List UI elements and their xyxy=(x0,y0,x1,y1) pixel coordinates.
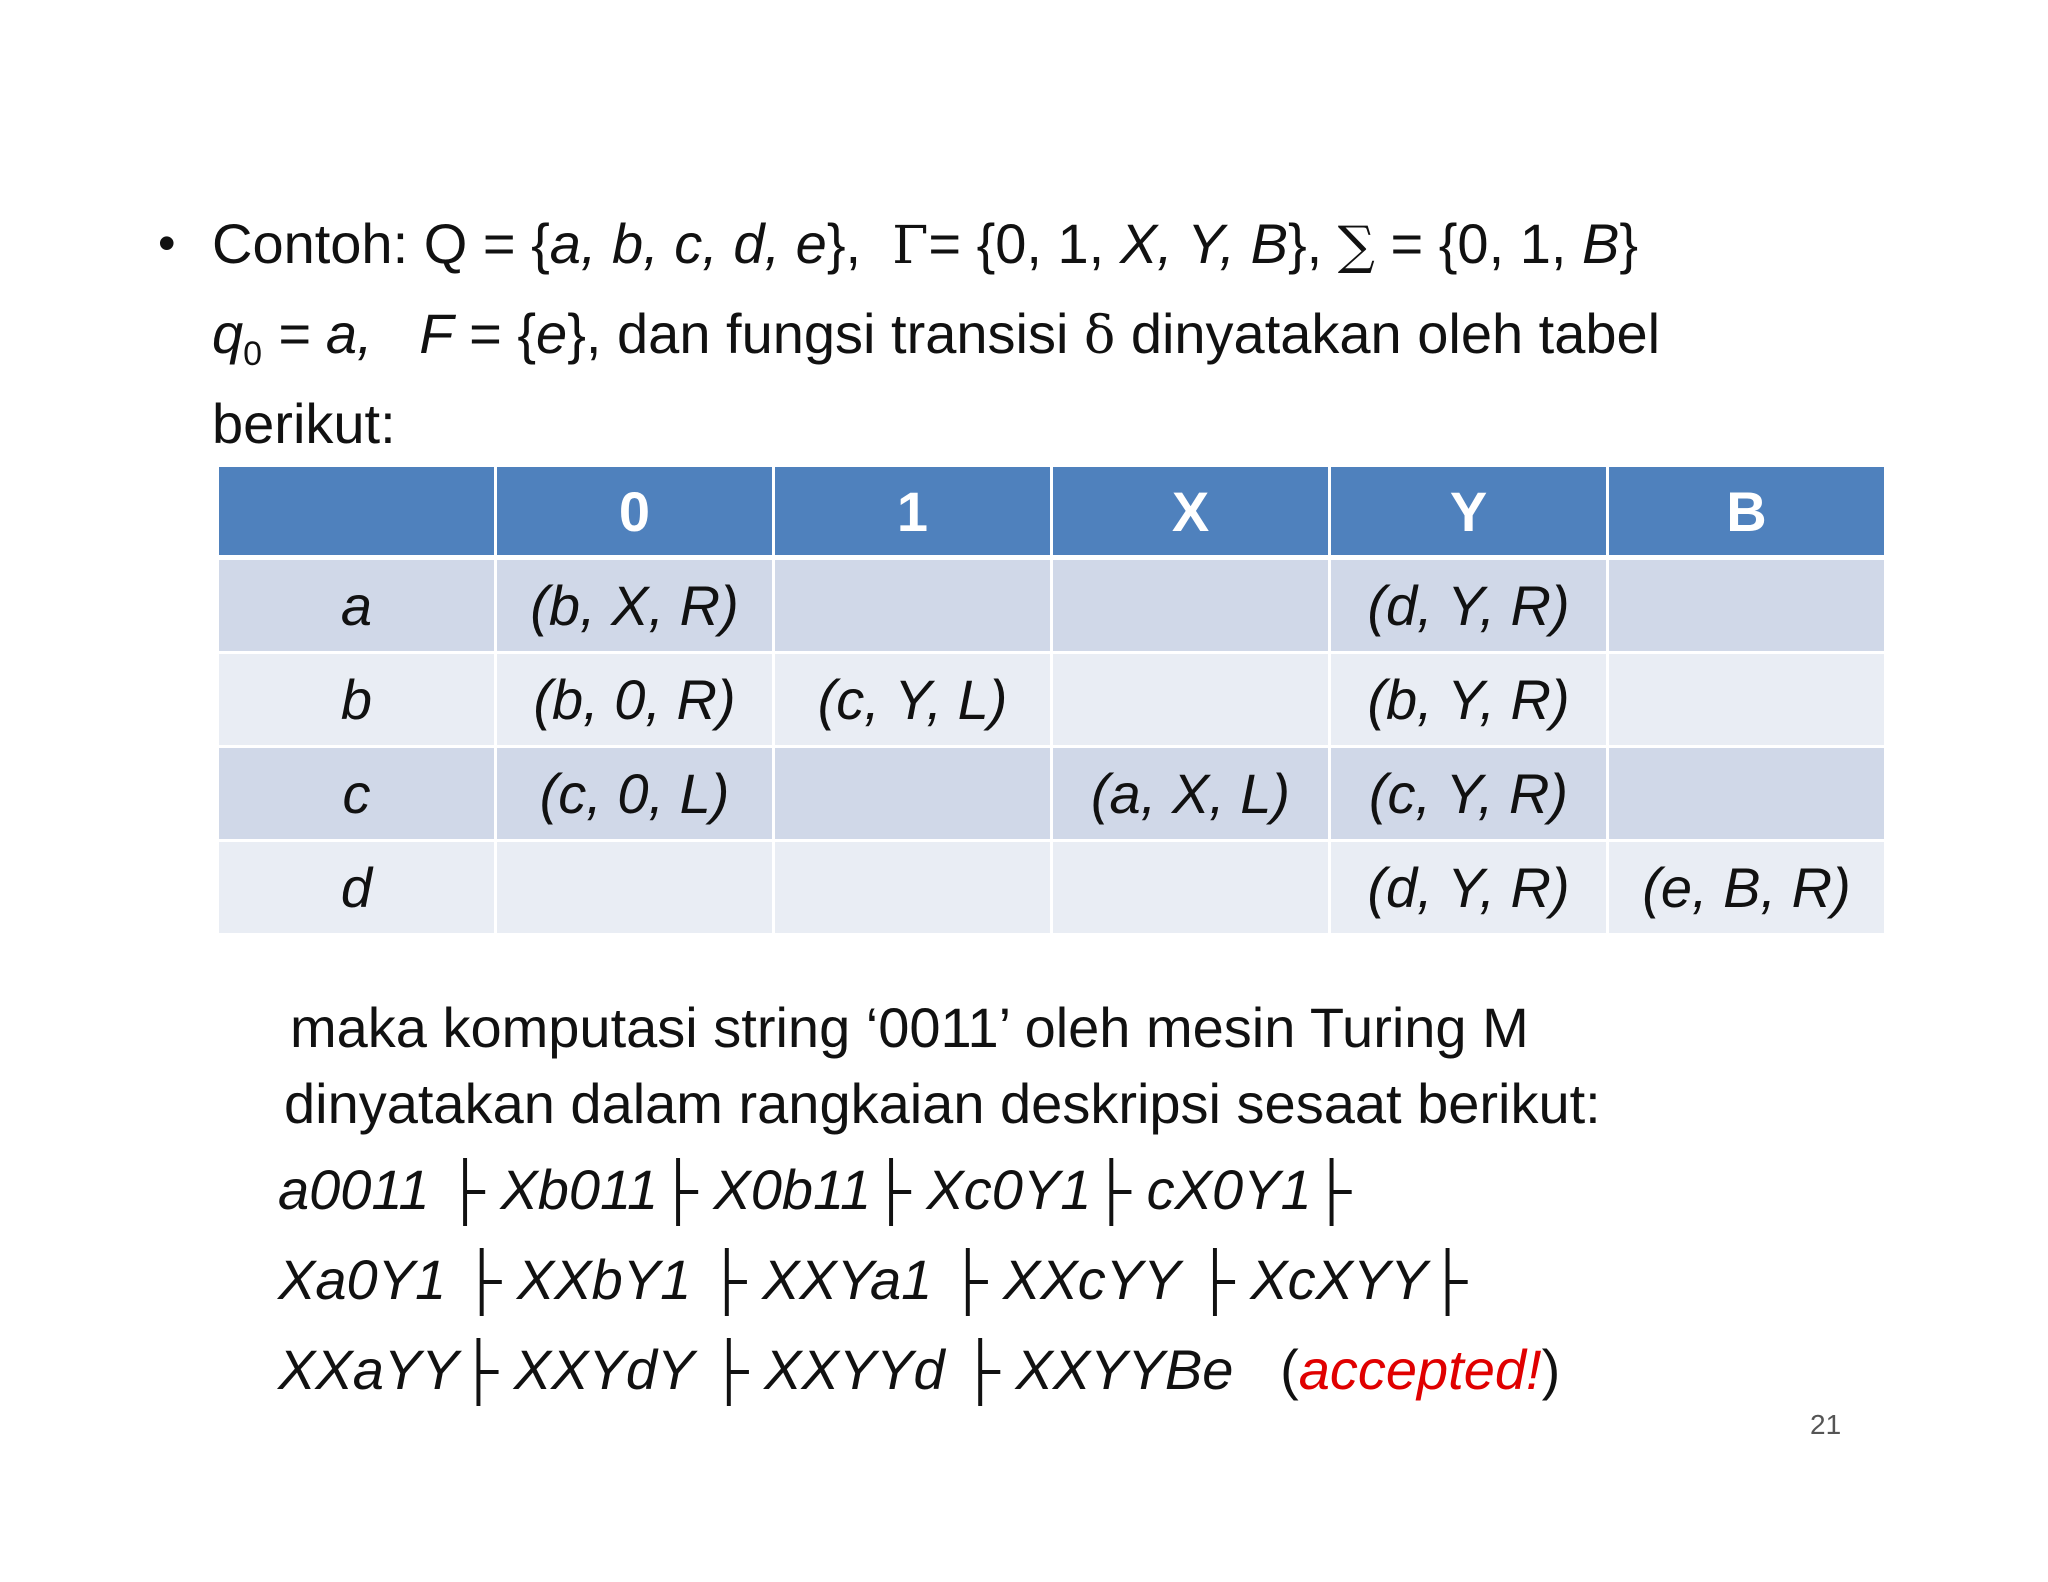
gamma-symbol: Γ xyxy=(892,216,929,276)
table-cell xyxy=(1608,558,1885,653)
instantaneous-descriptions xyxy=(278,1145,1560,1415)
table-cell xyxy=(1608,747,1885,841)
table-row xyxy=(219,653,1884,747)
intro-line-2: $q_0 = a$, F = {e}, dan fungsi transisi δ dinyatakan oleh tabel xyxy=(212,302,1661,374)
table-cell xyxy=(1052,841,1330,935)
table-header-cell: X xyxy=(1052,467,1330,558)
table-cell: c xyxy=(219,747,496,841)
table-cell xyxy=(1052,558,1330,653)
page-number: 21 xyxy=(1810,1409,1842,1440)
table-row xyxy=(219,558,1884,653)
table-cell: (d, Y, R) xyxy=(1330,841,1608,935)
intro-line-3: berikut: xyxy=(212,392,396,455)
steps-row-3: XXaYY├ XXYdY ├ XXYYd ├ XXYYBe (accepted!) xyxy=(278,1338,1561,1401)
computation-text xyxy=(284,990,1601,1142)
table-cell xyxy=(774,841,1052,935)
table-header-cell: B xyxy=(1608,467,1885,558)
delta-symbol: δ xyxy=(1083,306,1116,366)
table-row xyxy=(219,841,1884,935)
intro-line-1: Contoh: Q = {a, b, c, d, e}, Γ= {0, 1, X, Y, B}, ∑ = {0, 1, B} xyxy=(212,212,1639,276)
table-cell xyxy=(1608,653,1885,747)
table-cell: (d, Y, R) xyxy=(1330,558,1608,653)
table-header-cell: 0 xyxy=(496,467,774,558)
table-cell: (a, X, L) xyxy=(1052,747,1330,841)
steps-row-1: a0011 ├ Xb011├ X0b11├ Xc0Y1├ cX0Y1├ xyxy=(278,1158,1352,1221)
table-row xyxy=(219,747,1884,841)
computation-line-1: maka komputasi string ‘0011’ oleh mesin Turing M xyxy=(290,996,1529,1059)
steps-row-2: Xa0Y1 ├ XXbY1 ├ XXYa1 ├ XXcYY ├ XcXYY├ xyxy=(278,1248,1468,1311)
computation-line-2: dinyatakan dalam rangkaian deskripsi sesaat berikut: xyxy=(284,1072,1601,1135)
accepted-label: accepted! xyxy=(1298,1338,1542,1401)
intro-text xyxy=(158,200,1812,467)
table-cell xyxy=(496,841,774,935)
table-cell: a xyxy=(219,558,496,653)
transition-table xyxy=(219,467,1884,936)
table-cell: (b, X, R) xyxy=(496,558,774,653)
table-cell: (c, Y, R) xyxy=(1330,747,1608,841)
sigma-symbol: ∑ xyxy=(1337,216,1375,276)
table-header-cell: Y xyxy=(1330,467,1608,558)
bullet-icon: • xyxy=(158,215,176,271)
table-cell: b xyxy=(219,653,496,747)
table-cell xyxy=(1052,653,1330,747)
table-cell: (c, Y, L) xyxy=(774,653,1052,747)
table-cell: (c, 0, L) xyxy=(496,747,774,841)
table-header-cell xyxy=(219,467,496,558)
table-cell: d xyxy=(219,841,496,935)
table-header-cell: 1 xyxy=(774,467,1052,558)
table-cell: (b, 0, R) xyxy=(496,653,774,747)
table-cell: (e, B, R) xyxy=(1608,841,1885,935)
table-cell: (b, Y, R) xyxy=(1330,653,1608,747)
table-cell xyxy=(774,747,1052,841)
table-cell xyxy=(774,558,1052,653)
table-header-row xyxy=(219,467,1884,558)
